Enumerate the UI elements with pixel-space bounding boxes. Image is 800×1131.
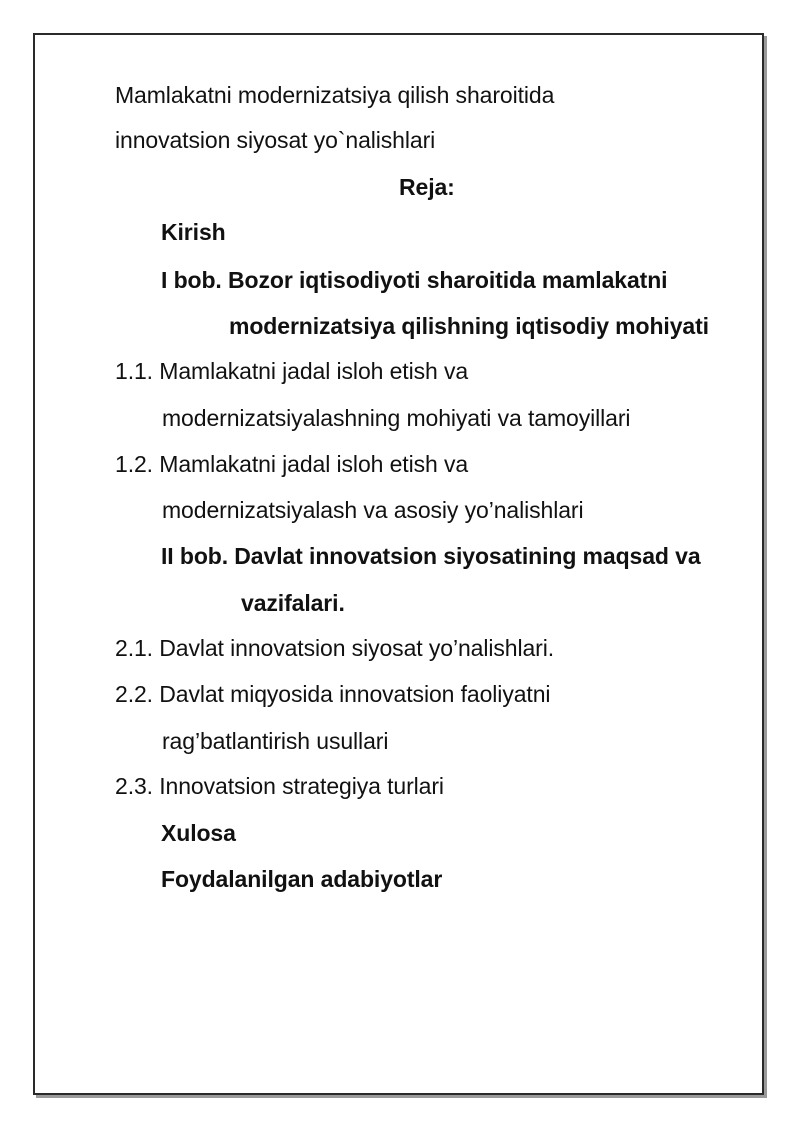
intro-item: Kirish — [161, 219, 226, 245]
section-2-3: 2.3. Innovatsion strategiya turlari — [115, 773, 444, 799]
conclusion-item: Xulosa — [161, 820, 236, 846]
chapter-2-title-line-2: vazifalari. — [241, 590, 345, 616]
plan-heading: Reja: — [399, 174, 455, 200]
chapter-1-title-line-1: I bob. Bozor iqtisodiyoti sharoitida mamlakatni — [161, 267, 668, 293]
section-1-1-line-2: modernizatsiyalashning mohiyati va tamoyillari — [162, 405, 631, 431]
document-title-line-1: Mamlakatni modernizatsiya qilish sharoitida — [115, 82, 555, 108]
chapter-2-title-line-1: II bob. Davlat innovatsion siyosatining maqsad va — [161, 543, 701, 569]
section-2-2-line-1: 2.2. Davlat miqyosida innovatsion faoliyatni — [115, 681, 551, 707]
section-2-1: 2.1. Davlat innovatsion siyosat yo’nalishlari. — [115, 635, 555, 661]
section-1-1-line-1: 1.1. Mamlakatni jadal isloh etish va — [115, 358, 469, 384]
chapter-1-title-line-2: modernizatsiya qilishning iqtisodiy mohiyati — [229, 313, 709, 339]
section-2-2-line-2: rag’batlantirish usullari — [162, 728, 389, 754]
document-title-line-2: innovatsion siyosat yo`nalishlari — [115, 127, 436, 153]
section-1-2-line-2: modernizatsiyalash va asosiy yo’nalishlari — [162, 497, 584, 523]
section-1-2-line-1: 1.2. Mamlakatni jadal isloh etish va — [115, 451, 469, 477]
references-item: Foydalanilgan adabiyotlar — [161, 866, 443, 892]
